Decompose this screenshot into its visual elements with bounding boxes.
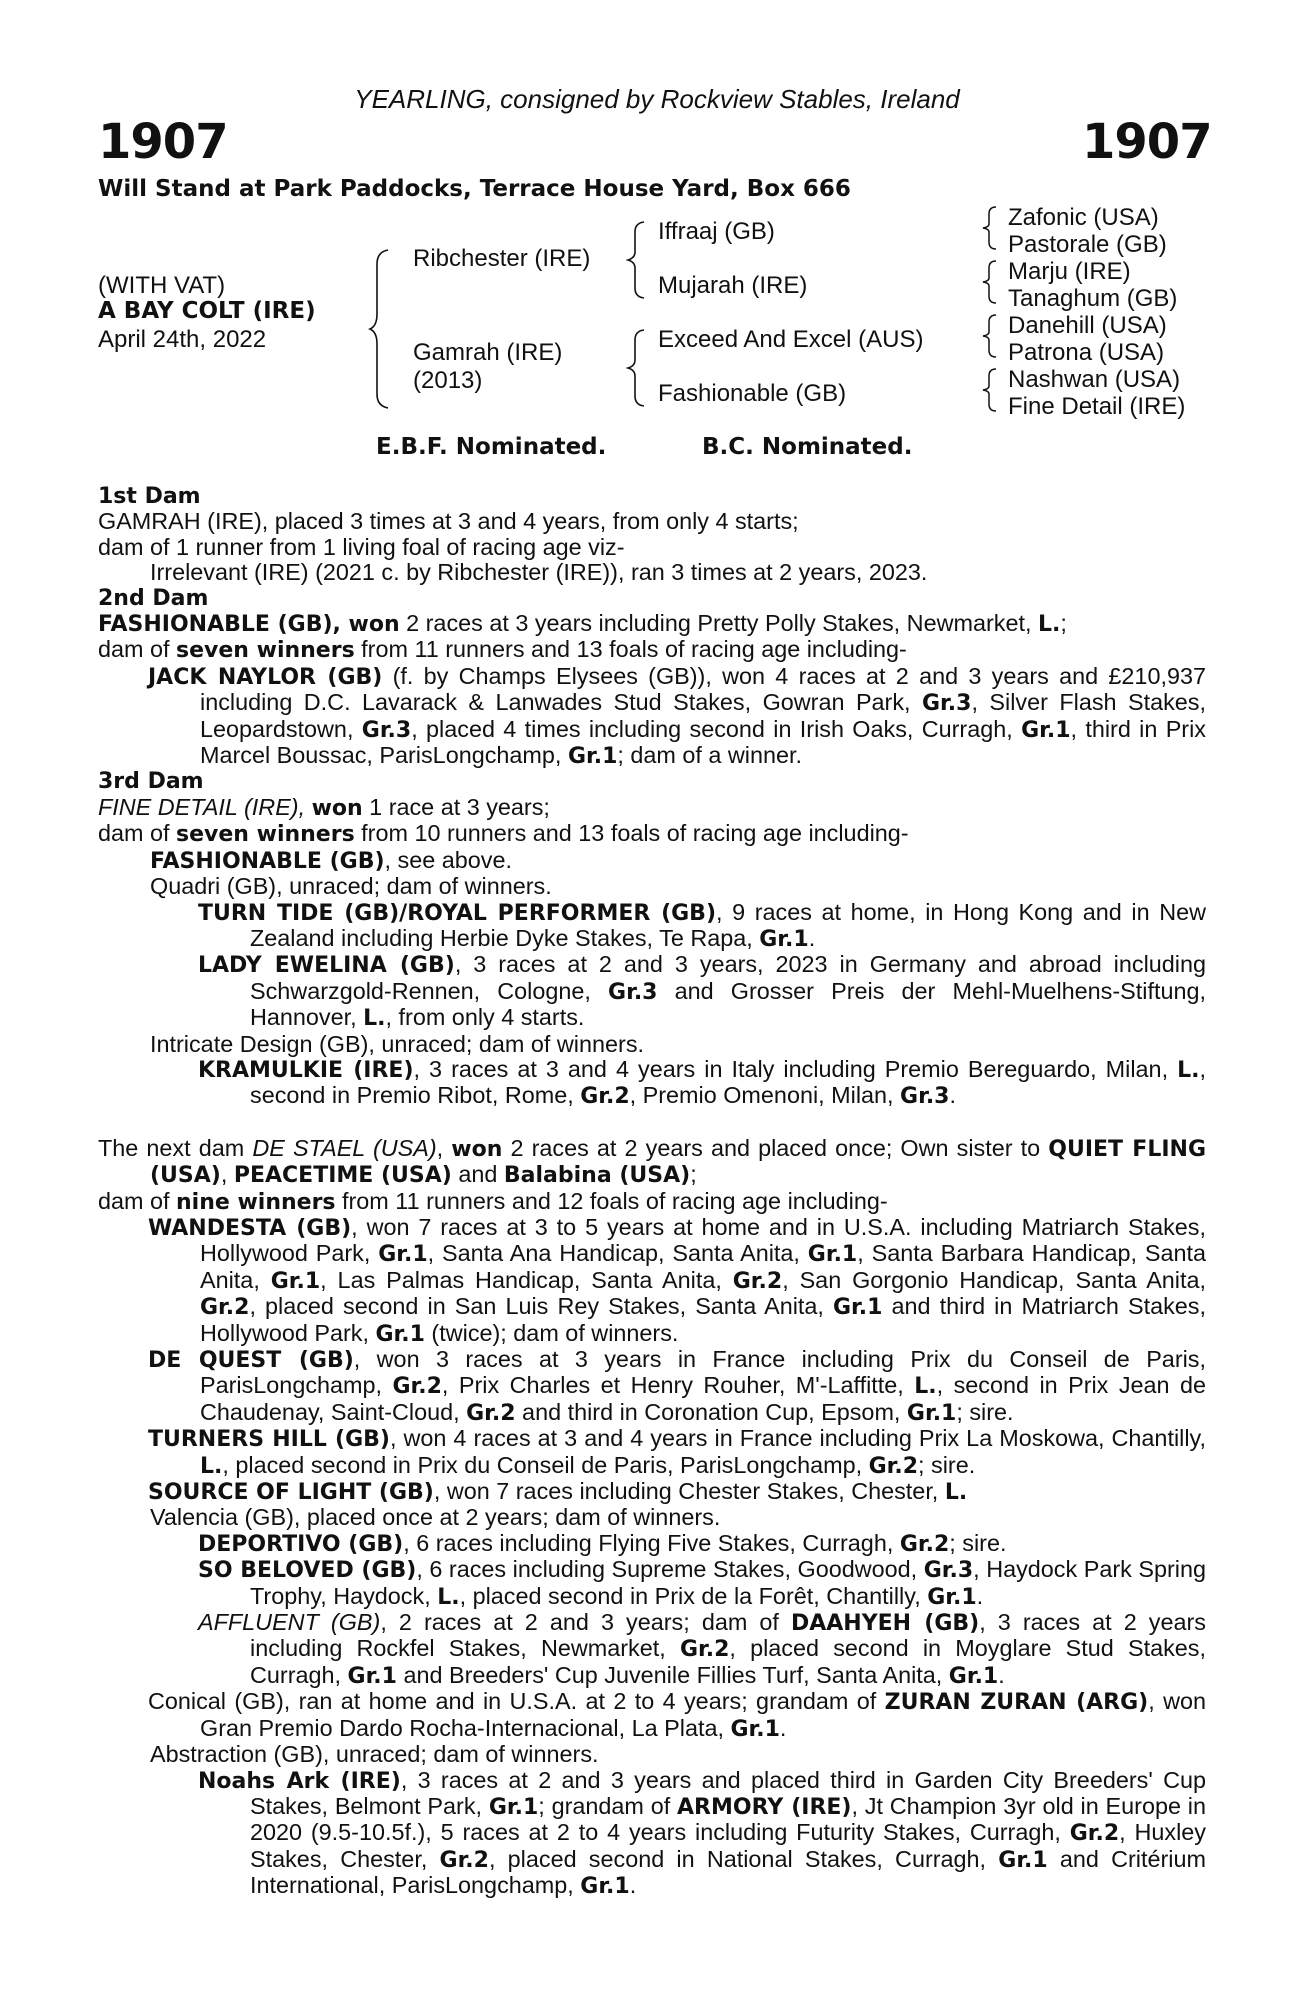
subject-horse: A BAY COLT (IRE) bbox=[98, 298, 316, 324]
second-dam-produce-1: JACK NAYLOR (GB) (f. by Champs Elysees (GB)), won 4 races at 2 and 3 years and £210,937 including D.C. Lavarack & Lanwades Stud Stakes, Gowran Park, Gr.3, Silver Flash Stakes, Leopardstown, Gr.3, placed 4 times including second in Irish Oaks, Curragh, Gr.1, third in Prix Marcel Boussac, ParisLongchamp, Gr.1; dam of a winner. bbox=[148, 662, 1206, 770]
next-dam-grandproduce-1: DEPORTIVO (GB), 6 races including Flying Five Stakes, Curragh, Gr.2; sire. bbox=[198, 1529, 1007, 1557]
next-dam-grandproduce-3: AFFLUENT (GB), 2 races at 2 and 3 years; dam of DAAHYEH (GB), 3 races at 2 years including Rockfel Stakes, Newmarket, Gr.2, placed second in Moyglare Stud Stakes, Curragh, Gr.1 and Breeders' Cup Juvenile Fillies Turf, Santa Anita, Gr.1. bbox=[198, 1609, 1206, 1689]
first-dam-line-3: Irrelevant (IRE) (2021 c. by Ribchester (IRE)), ran 3 times at 2 years, 2023. bbox=[150, 559, 928, 586]
pedigree-brace-g3-4 bbox=[980, 367, 1000, 413]
third-dam-line-2: dam of seven winners from 10 runners and 13 foals of racing age including- bbox=[98, 820, 909, 848]
next-dam-produce-6: Conical (GB), ran at home and in U.S.A. at 2 to 4 years; grandam of ZURAN ZURAN (ARG), won Gran Premio Dardo Rocha-Internacional, La Plata, Gr.1. bbox=[148, 1688, 1206, 1742]
sire: Ribchester (IRE) bbox=[413, 245, 591, 272]
second-dam-line-1: FASHIONABLE (GB), won 2 races at 3 years including Pretty Polly Stakes, Newmarket, L.; bbox=[98, 610, 1067, 638]
pedigree-brace-g3-3 bbox=[980, 313, 1000, 359]
bc-nomination: B.C. Nominated. bbox=[702, 434, 913, 460]
great-grandsire-4: Nashwan (USA) bbox=[1008, 366, 1181, 393]
ebf-nomination: E.B.F. Nominated. bbox=[376, 434, 607, 460]
paternal-grandsire: Iffraaj (GB) bbox=[658, 218, 775, 245]
lot-number-right: 1907 bbox=[1082, 114, 1212, 170]
next-dam-line-2: dam of nine winners from 11 runners and 12 foals of racing age including- bbox=[98, 1187, 888, 1215]
next-dam-grandproduce-2: SO BELOVED (GB), 6 races including Supreme Stakes, Goodwood, Gr.3, Haydock Park Spring Trophy, Haydock, L., placed second in Prix de la Forêt, Chantilly, Gr.1. bbox=[198, 1556, 1206, 1610]
vat-note: (WITH VAT) bbox=[98, 272, 226, 299]
second-dam-line-2: dam of seven winners from 11 runners and 13 foals of racing age including- bbox=[98, 636, 907, 664]
third-dam-produce-1: FASHIONABLE (GB), see above. bbox=[150, 846, 512, 874]
pedigree-brace-g3-1 bbox=[980, 205, 1000, 251]
third-dam-grandproduce-1: TURN TIDE (GB)/ROYAL PERFORMER (GB), 9 races at home, in Hong Kong and in New Zealand including Herbie Dyke Stakes, Te Rapa, Gr.1. bbox=[198, 898, 1207, 952]
great-grandsire-3: Danehill (USA) bbox=[1008, 312, 1167, 339]
great-grandsire-2: Marju (IRE) bbox=[1008, 258, 1131, 285]
pedigree-brace-dam bbox=[626, 328, 648, 408]
great-grandsire-1: Zafonic (USA) bbox=[1008, 204, 1159, 231]
pedigree-brace-parents bbox=[368, 248, 392, 410]
great-granddam-1: Pastorale (GB) bbox=[1008, 231, 1167, 258]
third-dam-grandproduce-2: LADY EWELINA (GB), 3 races at 2 and 3 years, 2023 in Germany and abroad including Schwarzgold-Rennen, Cologne, Gr.3 and Grosser Preis der Mehl-Muelhens-Stiftung, Hannover, L., from only 4 starts. bbox=[198, 951, 1206, 1032]
next-dam-produce-1: WANDESTA (GB), won 7 races at 3 to 5 years at home and in U.S.A. including Matriarch Stakes, Hollywood Park, Gr.1, Santa Ana Handicap, Santa Anita, Gr.1, Santa Barbara Handicap, Santa Anita, Gr.1, Las Palmas Handicap, Santa Anita, Gr.2, San Gorgonio Handicap, Santa Anita, Gr.2, placed second in San Luis Rey Stakes, Santa Anita, Gr.1 and third in Matriarch Stakes, Hollywood Park, Gr.1 (twice); dam of winners. bbox=[148, 1213, 1207, 1347]
lot-number-left: 1907 bbox=[98, 114, 228, 170]
dam-year: (2013) bbox=[413, 367, 483, 394]
third-dam-produce-2: Quadri (GB), unraced; dam of winners. bbox=[150, 873, 552, 900]
pedigree-brace-sire bbox=[626, 220, 648, 300]
next-dam-produce-5: Valencia (GB), placed once at 2 years; dam of winners. bbox=[150, 1504, 721, 1531]
pedigree-brace-g3-2 bbox=[980, 259, 1000, 305]
catalogue-text bbox=[98, 484, 1206, 1900]
great-granddam-3: Patrona (USA) bbox=[1008, 339, 1165, 366]
foaling-date: April 24th, 2022 bbox=[98, 326, 267, 353]
first-dam-heading: 1st Dam bbox=[98, 484, 201, 509]
third-dam-heading: 3rd Dam bbox=[98, 769, 204, 795]
next-dam-produce-7: Abstraction (GB), unraced; dam of winners. bbox=[150, 1741, 599, 1768]
next-dam-produce-3: TURNERS HILL (GB), won 4 races at 3 and 4 years in France including Prix La Moskowa, Chantilly, L., placed second in Prix du Conseil de Paris, ParisLongchamp, Gr.2; sire. bbox=[148, 1425, 1206, 1479]
great-granddam-2: Tanaghum (GB) bbox=[1008, 285, 1178, 312]
third-dam-line-1: FINE DETAIL (IRE), won 1 race at 3 years; bbox=[98, 793, 550, 821]
great-granddam-4: Fine Detail (IRE) bbox=[1008, 393, 1186, 420]
dam: Gamrah (IRE) bbox=[413, 339, 563, 366]
next-dam-produce-4: SOURCE OF LIGHT (GB), won 7 races including Chester Stakes, Chester, L. bbox=[148, 1478, 968, 1506]
maternal-granddam: Fashionable (GB) bbox=[658, 380, 847, 407]
next-dam-line-1: The next dam DE STAEL (USA), won 2 races at 2 years and placed once; Own sister to QUIET FLING (USA), PEACETIME (USA) and Balabina (USA); bbox=[98, 1134, 1207, 1189]
maternal-grandsire: Exceed And Excel (AUS) bbox=[658, 326, 924, 353]
next-dam-grandproduce-4: Noahs Ark (IRE), 3 races at 2 and 3 years and placed third in Garden City Breeders' Cup Stakes, Belmont Park, Gr.1; grandam of ARMORY (IRE), Jt Champion 3yr old in Europe in 2020 (9.5-10.5f.), 5 races at 2 to 4 years including Futurity Stakes, Curragh, Gr.2, Huxley Stakes, Chester, Gr.2, placed second in National Stakes, Curragh, Gr.1 and Critérium International, ParisLongchamp, Gr.1. bbox=[198, 1766, 1207, 1900]
second-dam-heading: 2nd Dam bbox=[98, 585, 209, 611]
first-dam-line-2: dam of 1 runner from 1 living foal of racing age viz- bbox=[98, 533, 625, 560]
paternal-granddam: Mujarah (IRE) bbox=[658, 272, 808, 299]
consignor-line: YEARLING, consigned by Rockview Stables, Ireland bbox=[354, 84, 960, 114]
stable-location: Will Stand at Park Paddocks, Terrace House Yard, Box 666 bbox=[98, 176, 851, 202]
next-dam-produce-2: DE QUEST (GB), won 3 races at 3 years in France including Prix du Conseil de Paris, ParisLongchamp, Gr.2, Prix Charles et Henry Rouher, M'-Laffitte, L., second in Prix Jean de Chaudenay, Saint-Cloud, Gr.2 and third in Coronation Cup, Epsom, Gr.1; sire. bbox=[148, 1346, 1206, 1426]
third-dam-grandproduce-3: KRAMULKIE (IRE), 3 races at 3 and 4 years in Italy including Premio Bereguardo, Milan, L., second in Premio Ribot, Rome, Gr.2, Premio Omenoni, Milan, Gr.3. bbox=[198, 1055, 1206, 1110]
third-dam-produce-3: Intricate Design (GB), unraced; dam of winners. bbox=[150, 1030, 645, 1057]
first-dam-line-1: GAMRAH (IRE), placed 3 times at 3 and 4 years, from only 4 starts; bbox=[98, 508, 799, 535]
